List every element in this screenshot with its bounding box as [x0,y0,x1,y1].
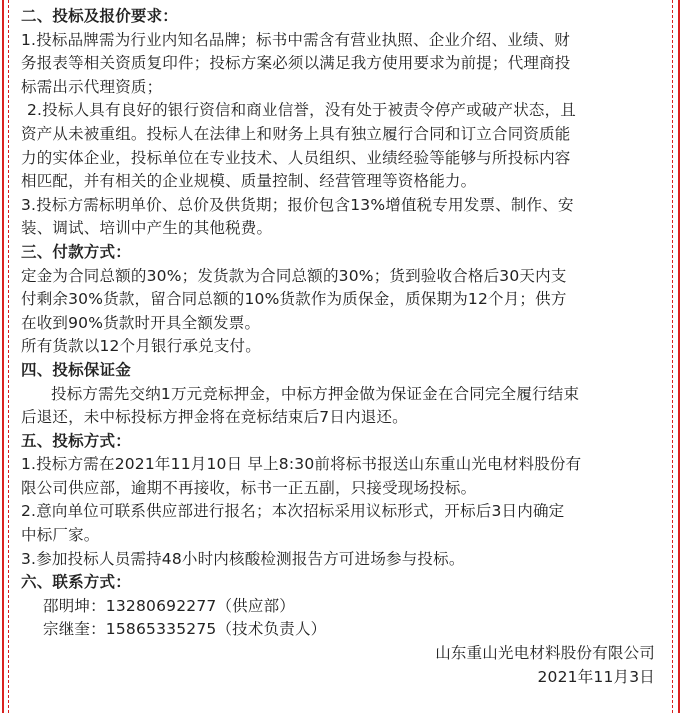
signature-date: 2021年11月3日 [537,667,655,686]
paragraph-line: 1.投标品牌需为行业内知名品牌；标书中需含有营业执照、企业介绍、业绩、财 [21,30,570,49]
paragraph-line: 力的实体企业，投标单位在专业技术、人员组织、业绩经验等能够与所投标内容 [21,148,571,167]
paragraph-line: 后退还，未中标投标方押金将在竞标结束后7日内退还。 [21,408,408,427]
paragraph-line: 在收到90%货款时开具全额发票。 [21,313,261,332]
paragraph-line: 中标厂家。 [21,526,100,545]
contact-line: 宗继奎：15865335275（技术负责人） [43,620,327,639]
section-heading-bidding-requirements: 二、投标及报价要求： [21,7,179,25]
paragraph-line: 相匹配，并有相关的企业规模、质量控制、经营管理等资格能力。 [21,172,477,191]
section-heading-bidding-method: 五、投标方式： [21,431,131,450]
paragraph-line: 1.投标方需在2021年11月10日 早上8:30前将标书报送山东重山光电材料股份有 [21,455,582,474]
contact-line: 邵明坤：13280692277（供应部） [43,596,295,615]
left-border-dashed [8,0,9,713]
paragraph-line: 定金为合同总额的30%；发货款为合同总额的30%；货到验收合格后30天内支 [21,266,567,285]
paragraph-line: 所有货款以12个月银行承兑支付。 [21,337,261,356]
paragraph-line: 2.投标人具有良好的银行资信和商业信誉，没有处于被责令停产或破产状态，且 [27,101,576,120]
section-heading-contact: 六、联系方式： [21,573,131,592]
paragraph-line: 标需出示代理资质； [21,77,163,96]
section-heading-payment: 三、付款方式： [21,242,131,261]
paragraph-line: 务报表等相关资质复印件；投标方案必须以满足我方使用要求为前提；代理商投 [21,54,571,73]
paragraph-line: 3.投标方需标明单价、总价及供货期；报价包含13%增值税专用发票、制作、安 [21,195,574,214]
signature-company: 山东重山光电材料股份有限公司 [435,644,655,663]
paragraph-line: 3.参加投标人员需持48小时内核酸检测报告方可进场参与投标。 [21,549,465,568]
paragraph-line: 限公司供应部，逾期不再接收，标书一正五副，只接受现场投标。 [21,478,477,497]
document-body [21,0,661,689]
paragraph-line: 装、调试、培训中产生的其他税费。 [21,219,273,238]
section-heading-deposit: 四、投标保证金 [21,360,131,379]
paragraph-line: 资产从未被重组。投标人在法律上和财务上具有独立履行合同和订立合同资质能 [21,124,571,143]
left-border-solid [2,0,4,713]
paragraph-line: 2.意向单位可联系供应部进行报名；本次招标采用议标形式，开标后3日内确定 [21,502,565,521]
paragraph-line: 付剩余30%货款，留合同总额的10%货款作为质保金，质保期为12个月；供方 [21,290,567,309]
right-border-dashed [672,0,673,713]
paragraph-line: 投标方需先交纳1万元竞标押金，中标方押金做为保证金在合同完全履行结束 [51,384,580,403]
right-border-solid [678,0,680,713]
